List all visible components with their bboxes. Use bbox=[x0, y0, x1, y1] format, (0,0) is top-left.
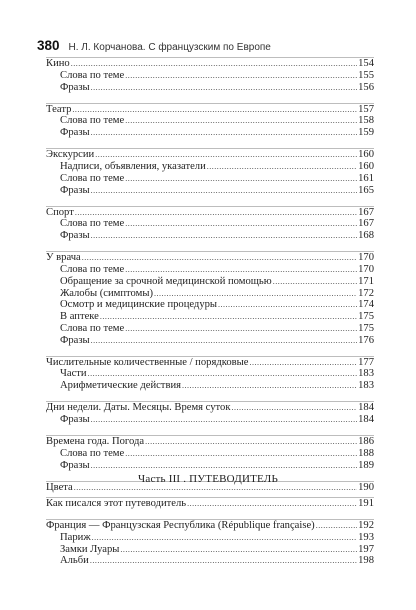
toc-section bbox=[46, 519, 374, 532]
leader-dots bbox=[187, 498, 357, 510]
toc-entry-page: 158 bbox=[358, 115, 374, 127]
toc-entry-label: Экскурсии bbox=[46, 149, 95, 161]
leader-dots bbox=[100, 311, 357, 323]
toc-entry-page: 186 bbox=[358, 436, 374, 448]
toc-entry-label: Замки Луары bbox=[60, 543, 120, 555]
toc-entry-page: 188 bbox=[358, 447, 374, 459]
toc-entry-label: Фразы bbox=[60, 184, 90, 196]
section-gap bbox=[46, 392, 374, 401]
leader-dots bbox=[91, 185, 357, 197]
toc-subentry bbox=[46, 115, 374, 127]
toc-subentry bbox=[46, 264, 374, 276]
toc-section bbox=[46, 401, 374, 414]
toc-entry-page: 189 bbox=[358, 459, 374, 471]
toc-entry-page: 184 bbox=[358, 414, 374, 426]
toc-entry-page: 190 bbox=[358, 481, 374, 493]
toc-entry-label: Слова по теме bbox=[60, 447, 125, 459]
toc-entry-label: У врача bbox=[46, 252, 81, 264]
toc-subentry bbox=[46, 173, 374, 185]
toc-entry-page: 191 bbox=[358, 498, 374, 509]
leader-dots bbox=[125, 264, 357, 276]
toc-entry-label: Слова по теме bbox=[60, 115, 125, 127]
leader-dots bbox=[92, 532, 357, 544]
leader-dots bbox=[218, 299, 357, 311]
toc-subentry bbox=[46, 230, 374, 242]
toc-entry-page: 161 bbox=[358, 172, 374, 184]
section-gap bbox=[46, 196, 374, 205]
section-gap bbox=[46, 139, 374, 148]
section-gap bbox=[46, 93, 374, 102]
leader-dots bbox=[88, 368, 358, 380]
toc-entry-label: Слова по теме bbox=[60, 218, 125, 230]
leader-dots bbox=[91, 460, 357, 472]
leader-dots bbox=[154, 288, 357, 300]
toc-subentry bbox=[46, 532, 374, 544]
section-gap bbox=[46, 426, 374, 435]
leader-dots bbox=[231, 402, 357, 414]
toc-entry-page: 175 bbox=[358, 322, 374, 334]
toc-entry-page: 192 bbox=[358, 519, 374, 531]
toc-subentry bbox=[46, 299, 374, 311]
toc-subentry bbox=[46, 161, 374, 173]
page-number: 380 bbox=[37, 38, 60, 53]
toc-subentry bbox=[46, 276, 374, 288]
leader-dots bbox=[125, 323, 357, 335]
toc-entry-label: В аптеке bbox=[60, 311, 99, 323]
toc-entry-page: 171 bbox=[358, 275, 374, 287]
leader-dots bbox=[316, 520, 357, 532]
toc-entry-page: 167 bbox=[358, 218, 374, 230]
toc-entry-page: 165 bbox=[358, 184, 374, 196]
leader-dots bbox=[125, 218, 357, 230]
toc-subentry bbox=[46, 185, 374, 197]
toc-section bbox=[46, 251, 374, 264]
toc-section bbox=[46, 103, 374, 116]
toc-subentry bbox=[46, 335, 374, 347]
running-title: Н. Л. Корчанова. С французским по Европе bbox=[68, 42, 271, 53]
toc-entry-label: Слова по теме bbox=[60, 263, 125, 275]
toc-entry-label: Франция — Французская Республика (République française) bbox=[46, 519, 315, 531]
toc-entry-label: Времена года. Погода bbox=[46, 436, 145, 448]
toc-entry-page: 160 bbox=[358, 149, 374, 161]
leader-dots bbox=[145, 436, 357, 448]
toc-subentry bbox=[46, 70, 374, 82]
toc-entry-label: Слова по теме bbox=[60, 322, 125, 334]
toc-entry-label: Фразы bbox=[60, 414, 90, 426]
toc-subentry bbox=[46, 127, 374, 139]
toc-subentry bbox=[46, 544, 374, 556]
toc-subentry bbox=[46, 368, 374, 380]
toc-subentry bbox=[46, 323, 374, 335]
toc-entry-label: Фразы bbox=[60, 334, 90, 346]
toc-subentry bbox=[46, 288, 374, 300]
toc-section bbox=[46, 148, 374, 161]
toc-section bbox=[46, 497, 374, 510]
leader-dots bbox=[75, 207, 357, 219]
toc-entry-page: 170 bbox=[358, 263, 374, 275]
toc-entry-label: Альби bbox=[60, 555, 89, 567]
toc-entry-page: 160 bbox=[358, 160, 374, 172]
toc-entry-page: 157 bbox=[358, 103, 374, 115]
toc-entry-label: Театр bbox=[46, 103, 72, 115]
leader-dots bbox=[120, 544, 357, 556]
running-header bbox=[37, 38, 381, 56]
toc-entry-label: Цвета bbox=[46, 481, 73, 493]
toc-entry-label: Спорт bbox=[46, 206, 74, 218]
leader-dots bbox=[207, 161, 357, 173]
toc-entry-page: 156 bbox=[358, 81, 374, 93]
toc-subentry bbox=[46, 82, 374, 94]
toc-subentry bbox=[46, 414, 374, 426]
toc-entry-page: 167 bbox=[358, 206, 374, 218]
leader-dots bbox=[82, 252, 357, 264]
toc-entry-label: Обращение за срочной медицинской помощью bbox=[60, 275, 272, 287]
toc-entry-page: 193 bbox=[358, 531, 374, 543]
leader-dots bbox=[72, 104, 357, 116]
toc-entry-page: 159 bbox=[358, 127, 374, 139]
toc-section bbox=[46, 356, 374, 369]
toc-entry-page: 172 bbox=[358, 287, 374, 299]
leader-dots bbox=[125, 173, 357, 185]
leader-dots bbox=[91, 335, 357, 347]
leader-dots bbox=[182, 380, 357, 392]
part-heading: Часть III . ПУТЕВОДИТЕЛЬ bbox=[138, 473, 278, 485]
leader-dots bbox=[249, 357, 357, 369]
toc-subentry bbox=[46, 555, 374, 567]
toc-entry-label: Как писался этот путеводитель bbox=[46, 498, 187, 509]
leader-dots bbox=[125, 448, 357, 460]
toc-subentry bbox=[46, 460, 374, 472]
toc-subentry bbox=[46, 311, 374, 323]
leader-dots bbox=[273, 276, 357, 288]
toc-section bbox=[46, 435, 374, 448]
toc-entry-page: 175 bbox=[358, 311, 374, 323]
toc-entry-page: 184 bbox=[358, 402, 374, 414]
section-gap bbox=[46, 242, 374, 251]
toc-entry-label: Числительные количественные / порядковые bbox=[46, 356, 249, 368]
leader-dots bbox=[91, 82, 357, 94]
toc-entry-page: 168 bbox=[358, 230, 374, 242]
toc-entry-label: Слова по теме bbox=[60, 69, 125, 81]
toc-entry-page: 197 bbox=[358, 543, 374, 555]
toc-entry-page: 170 bbox=[358, 252, 374, 264]
leader-dots bbox=[95, 149, 357, 161]
toc-entry-page: 183 bbox=[358, 380, 374, 392]
toc-section bbox=[46, 57, 374, 70]
toc-entry-label: Кино bbox=[46, 58, 70, 69]
toc-subentry bbox=[46, 448, 374, 460]
toc-entry-page: 177 bbox=[358, 356, 374, 368]
leader-dots bbox=[91, 230, 357, 242]
toc-entry-page: 176 bbox=[358, 334, 374, 346]
toc-subentry bbox=[46, 380, 374, 392]
toc-entry-label: Фразы bbox=[60, 230, 90, 242]
toc-section bbox=[46, 206, 374, 219]
section-gap bbox=[46, 510, 374, 519]
toc-subentry bbox=[46, 218, 374, 230]
leader-dots bbox=[91, 414, 357, 426]
toc-entry-page: 155 bbox=[358, 69, 374, 81]
toc-entry-label: Дни недели. Даты. Месяцы. Время суток bbox=[46, 402, 231, 414]
toc-entry-label: Арифметические действия bbox=[60, 380, 181, 392]
toc-entry-label: Надписи, объявления, указатели bbox=[60, 160, 206, 172]
toc-entry-label: Фразы bbox=[60, 127, 90, 139]
section-gap bbox=[46, 346, 374, 355]
toc-entry-label: Фразы bbox=[60, 459, 90, 471]
toc-entry-label: Париж bbox=[60, 531, 91, 543]
leader-dots bbox=[90, 555, 357, 567]
table-of-contents bbox=[46, 57, 374, 493]
toc-entry-label: Фразы bbox=[60, 81, 90, 93]
toc-entry-label: Осмотр и медицинские процедуры bbox=[60, 299, 218, 311]
leader-dots bbox=[71, 58, 357, 70]
toc-entry-page: 174 bbox=[358, 299, 374, 311]
table-of-contents-part-3 bbox=[46, 497, 374, 567]
toc-entry-label: Жалобы (симптомы) bbox=[60, 287, 153, 299]
leader-dots bbox=[91, 127, 357, 139]
leader-dots bbox=[125, 70, 357, 82]
leader-dots bbox=[125, 115, 357, 127]
toc-entry-label: Части bbox=[60, 368, 87, 380]
toc-entry-label: Слова по теме bbox=[60, 172, 125, 184]
toc-entry-page: 198 bbox=[358, 555, 374, 567]
toc-entry-page: 183 bbox=[358, 368, 374, 380]
toc-entry-page: 154 bbox=[358, 58, 374, 69]
